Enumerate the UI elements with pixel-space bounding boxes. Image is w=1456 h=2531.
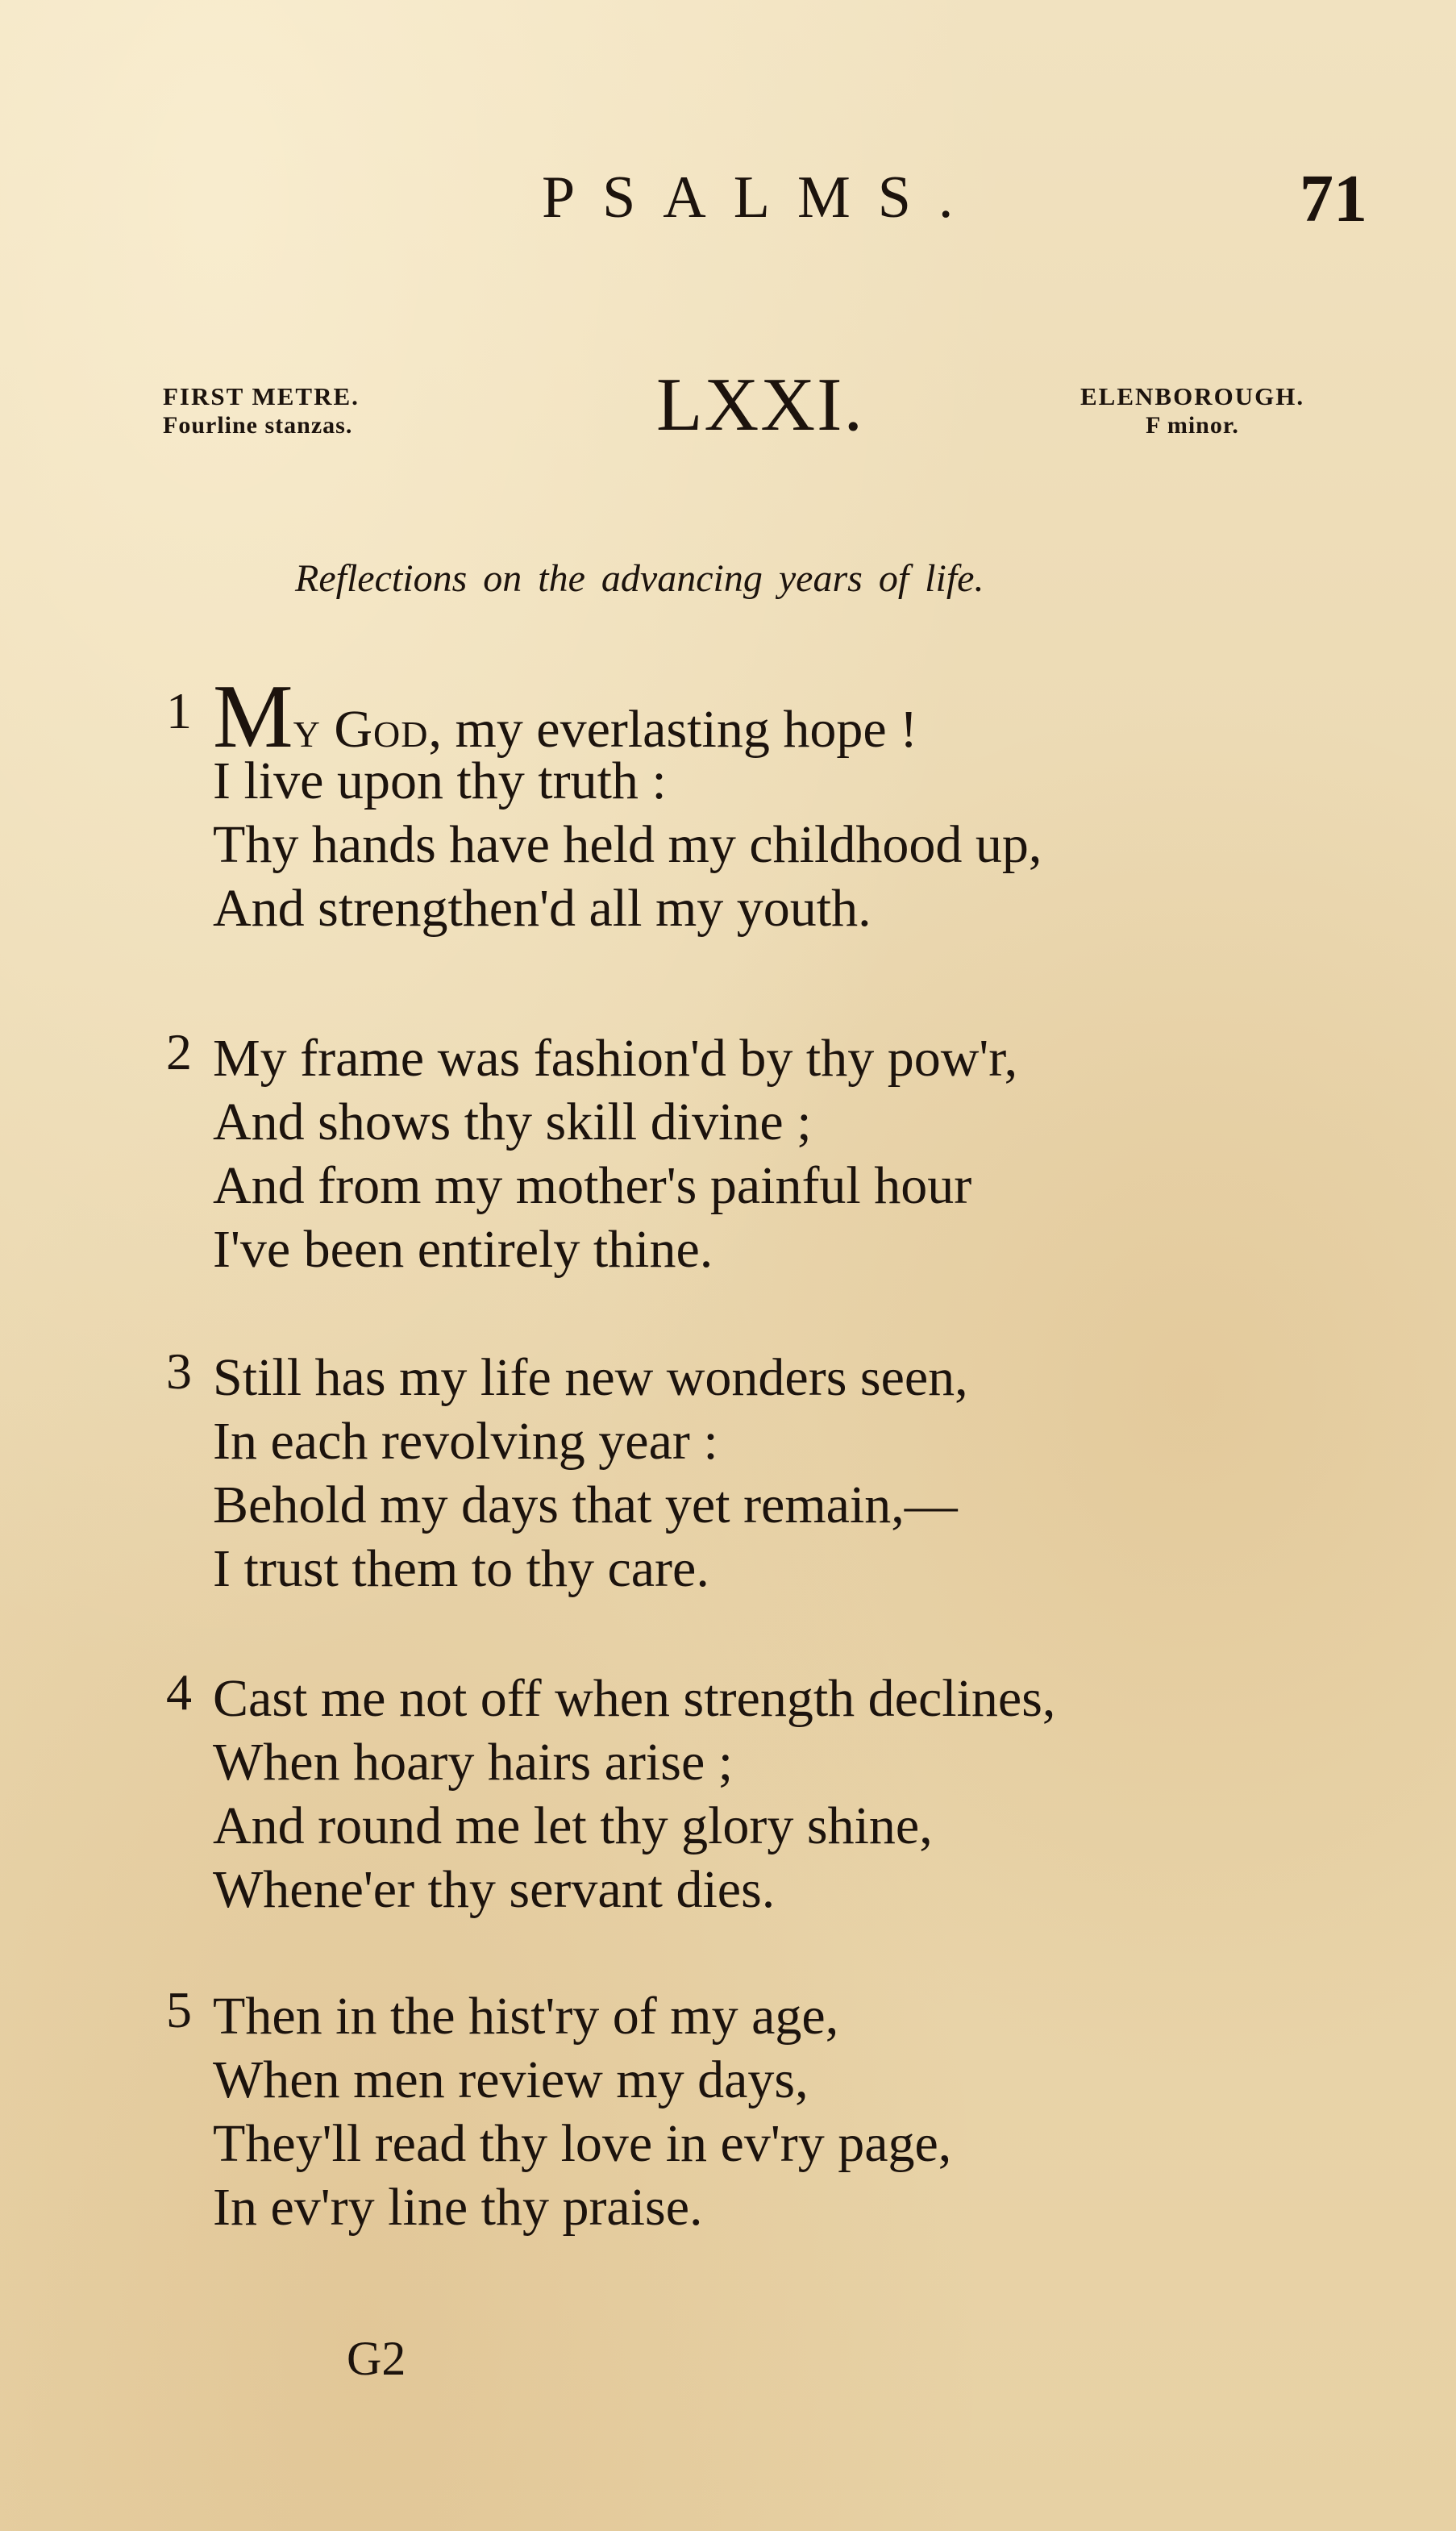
page-number: 71 [1300, 161, 1367, 236]
verse-line: I trust them to thy care. [213, 1539, 709, 1598]
stanza-form-label: Fourline stanzas. [163, 412, 353, 439]
stanza-number: 3 [166, 1343, 192, 1400]
stanza-lines [213, 1667, 1261, 1921]
signature-mark: G2 [347, 2332, 406, 2385]
verse-line: My frame was fashion'd by thy pow'r, [213, 1029, 1018, 1088]
verse-line: Behold my days that yet remain,— [213, 1476, 958, 1534]
stanza-lines [213, 667, 1261, 940]
stanza-number: 5 [166, 1981, 192, 2038]
verse-line: When men review my days, [213, 2050, 809, 2109]
meter-note [163, 382, 360, 440]
psalm-number: LXXI. [656, 363, 864, 447]
verse-line: Whene'er thy servant dies. [213, 1860, 776, 1919]
meter-label: FIRST METRE. [163, 382, 360, 410]
stanza-number: 1 [166, 682, 192, 739]
stanza-number: 4 [166, 1663, 192, 1721]
verse-line: When hoary hairs arise ; [213, 1733, 734, 1792]
stanza-number: 2 [166, 1023, 192, 1080]
stanza-lines [213, 1026, 1261, 1281]
verse-line-text: , my everlasting hope ! [428, 700, 918, 759]
tune-note [1080, 382, 1304, 440]
psalm-subtitle: Reflections on the advancing years of life. [295, 557, 984, 600]
verse-line: Then in the hist'ry of my age, [213, 1987, 839, 2046]
verse-line: And shows thy skill divine ; [213, 1093, 812, 1151]
verse-line: They'll read thy love in ev'ry page, [213, 2114, 952, 2173]
running-header-title: PSALMS. [542, 164, 981, 231]
verse-line: And round me let thy glory shine, [213, 1796, 933, 1855]
verse-line: I've been entirely thine. [213, 1220, 713, 1279]
verse-line [213, 667, 1261, 767]
drop-cap: M [213, 667, 293, 767]
verse-line: And strengthen'd all my youth. [213, 879, 872, 938]
verse-line: Cast me not off when strength declines, [213, 1669, 1056, 1728]
verse-line: In ev'ry line thy praise. [213, 2178, 703, 2237]
verse-line: I live upon thy truth : [213, 751, 667, 810]
verse-line: Thy hands have held my childhood up, [213, 815, 1042, 874]
key-label: F minor. [1146, 412, 1239, 439]
small-caps-word: y [293, 700, 321, 759]
verse-line: In each revolving year : [213, 1412, 718, 1471]
tune-name: ELENBOROUGH. [1080, 382, 1305, 410]
verse-line: Still has my life new wonders seen, [213, 1348, 968, 1407]
verse-line: And from my mother's painful hour [213, 1156, 972, 1215]
stanza-lines [213, 1984, 1261, 2239]
divine-name: God [334, 700, 429, 759]
stanza-lines [213, 1346, 1261, 1601]
